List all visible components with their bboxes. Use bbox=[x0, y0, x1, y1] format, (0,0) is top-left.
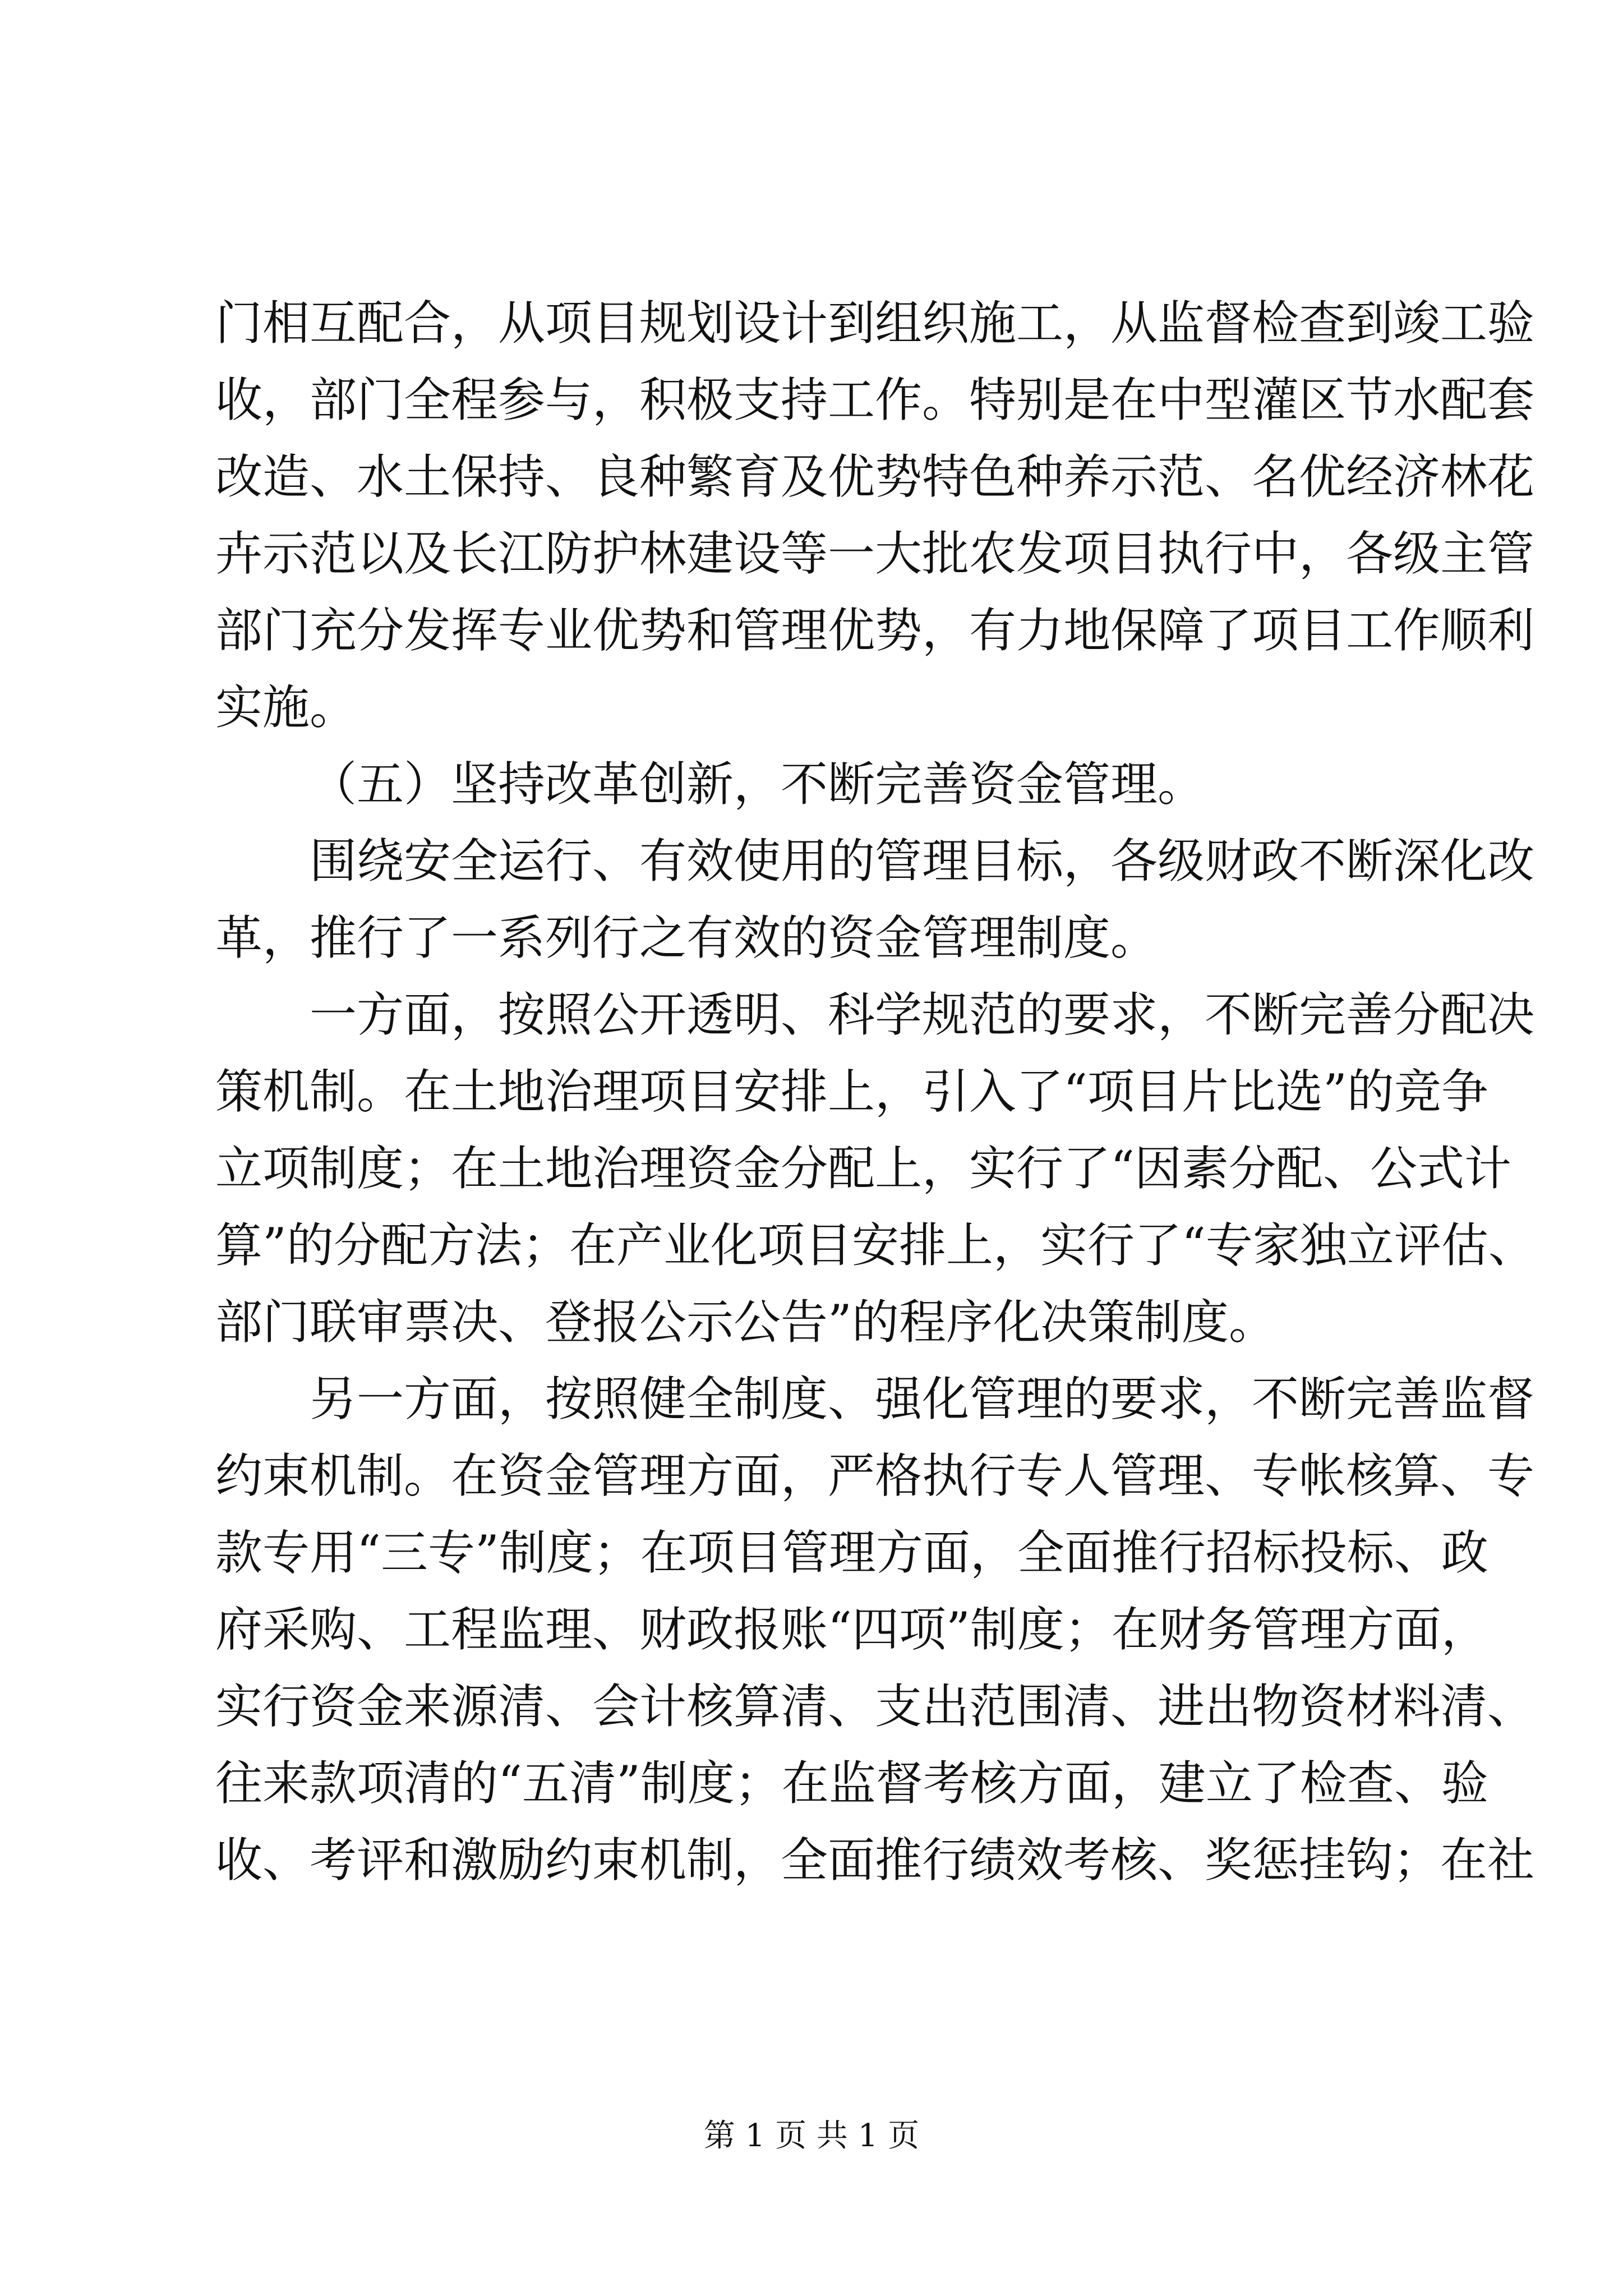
body-line: 算”的分配方法；在产业化项目安排上，实行了“专家独立评估、 bbox=[215, 1218, 1536, 1273]
body-line: 收，部门全程参与，积极支持工作。特别是在中型灌区节水配套 bbox=[215, 372, 1535, 427]
body-line: 收、考评和激励约束机制，全面推行绩效考核、奖惩挂钩；在社 bbox=[215, 1833, 1535, 1888]
body-line: 改造、水土保持、良种繁育及优势特色种养示范、名优经济林花 bbox=[215, 449, 1535, 504]
section-heading: （五）坚持改革创新，不断完善资金管理。 bbox=[310, 757, 1205, 812]
body-line: 门相互配合，从项目规划设计到组织施工，从监督检查到竣工验 bbox=[215, 296, 1535, 351]
body-line: 府采购、工程监理、财政报账“四项”制度；在财务管理方面， bbox=[215, 1602, 1488, 1657]
body-line: 另一方面，按照健全制度、强化管理的要求，不断完善监督 bbox=[310, 1372, 1535, 1427]
body-line: 立项制度；在土地治理资金分配上，实行了“因素分配、公式计 bbox=[215, 1141, 1511, 1196]
body-line: 革，推行了一系列行之有效的资金管理制度。 bbox=[215, 910, 1158, 965]
body-line: 往来款项清的“五清”制度；在监督考核方面，建立了检查、验 bbox=[215, 1756, 1488, 1811]
body-line: 部门充分发挥专业优势和管理优势，有力地保障了项目工作顺利 bbox=[215, 603, 1535, 658]
body-line: 卉示范以及长江防护林建设等一大批农发项目执行中，各级主管 bbox=[215, 526, 1535, 581]
body-line: 实行资金来源清、会计核算清、支出范围清、进出物资材料清、 bbox=[215, 1679, 1535, 1734]
body-line: 策机制。在土地治理项目安排上，引入了“项目片比选”的竞争 bbox=[215, 1064, 1488, 1119]
body-line: 约束机制。在资金管理方面，严格执行专人管理、专帐核算、专 bbox=[215, 1448, 1535, 1503]
body-line: 款专用“三专”制度；在项目管理方面，全面推行招标投标、政 bbox=[215, 1525, 1488, 1580]
body-line: 围绕安全运行、有效使用的管理目标，各级财政不断深化改 bbox=[310, 834, 1535, 889]
body-line: 实施。 bbox=[215, 680, 357, 735]
body-line: 部门联审票决、登报公示公告”的程序化决策制度。 bbox=[215, 1295, 1276, 1350]
body-line: 一方面，按照公开透明、科学规范的要求，不断完善分配决 bbox=[310, 987, 1535, 1042]
page-footer: 第 1 页 共 1 页 bbox=[703, 2118, 920, 2154]
document-body bbox=[215, 285, 1536, 1899]
